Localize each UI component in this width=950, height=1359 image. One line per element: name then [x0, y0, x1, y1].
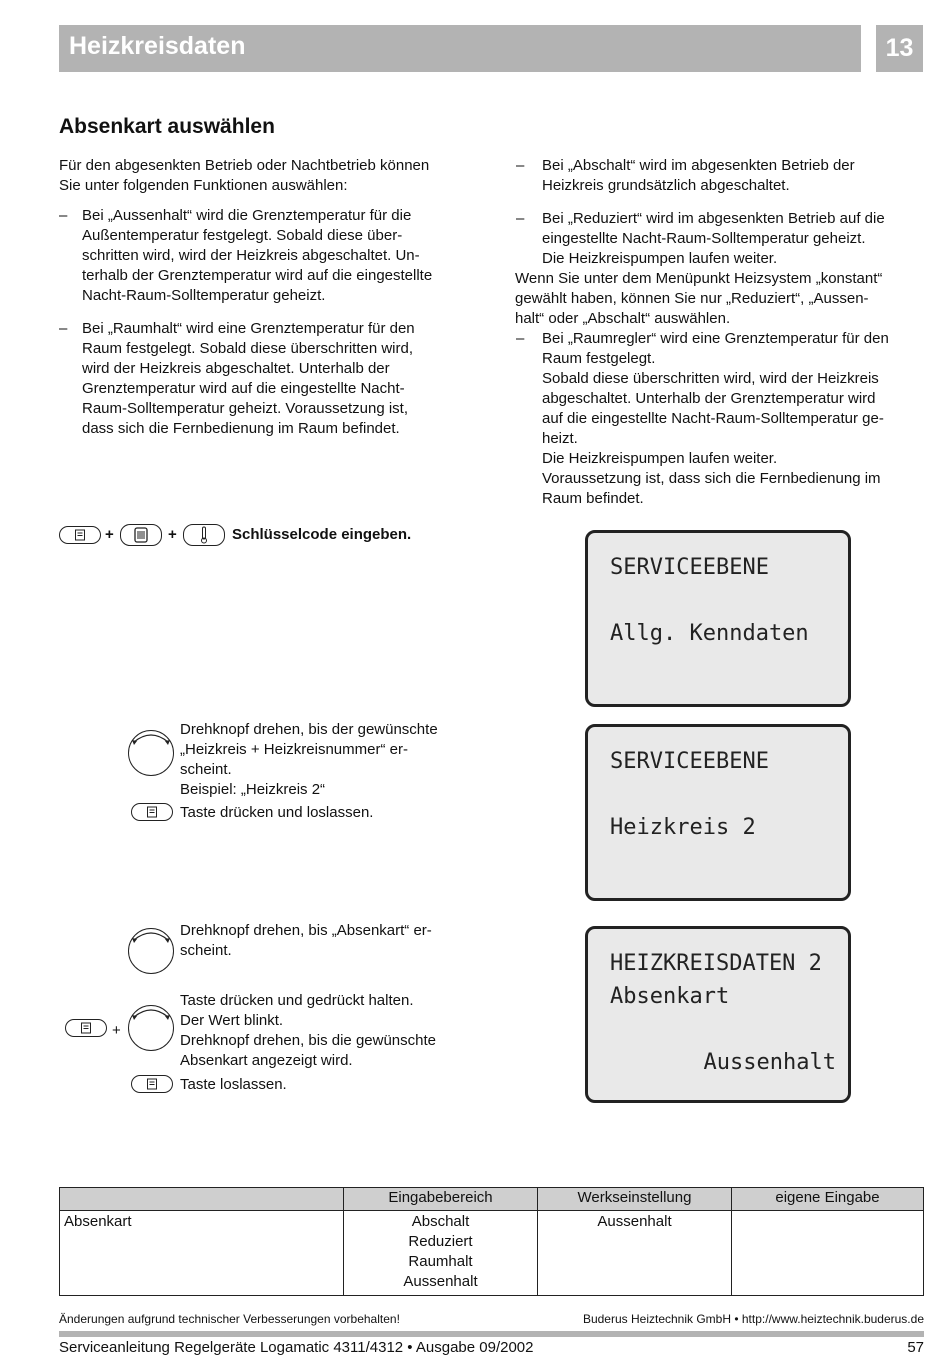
table-header: Eingabebereich: [344, 1188, 538, 1211]
display-key-icon: [120, 524, 162, 546]
list-bullet: –: [59, 207, 68, 224]
table-cell-default: Aussenhalt: [538, 1211, 732, 1296]
lcd-display-2: [585, 724, 851, 901]
list-item-aussenhalt: Bei „Aussenhalt“ wird die Grenztemperatur für die Außentemperatur festgelegt. Sobald diese über- schritten wird, wird der Heizkreis abgeschaltet. Un- terhalb der Grenztemperatur wird auf die eingestellte Nacht-Raum-Solltemperatur geheizt.: [82, 207, 433, 304]
section-title: Absenkart auswählen: [59, 115, 275, 138]
table-header: [60, 1188, 344, 1211]
step2-text: Drehknopf drehen, bis „Absenkart“ er- scheint.: [180, 922, 432, 959]
table-cell-range: Abschalt Reduziert Raumhalt Aussenhalt: [344, 1211, 538, 1296]
list-item-reduziert: Bei „Reduziert“ wird im abgesenkten Betrieb auf die eingestellte Nacht-Raum-Solltemperatur geheizt. Die Heizkreispumpen laufen weiter.: [542, 210, 885, 267]
lcd-display-3: [585, 926, 851, 1103]
menu-key-icon: [65, 1019, 107, 1037]
lcd-line: Aussenhalt: [703, 1050, 836, 1075]
settings-table: [59, 1187, 924, 1296]
lcd-line: Allg. Kenndaten: [610, 621, 809, 646]
menu-key-icon: [131, 803, 173, 821]
lcd-line: SERVICEEBENE: [610, 555, 769, 580]
thermometer-key-icon: [183, 524, 225, 546]
table-cell-name: Absenkart: [60, 1211, 344, 1296]
rotary-knob-icon: [128, 730, 174, 776]
step1b-text: Taste drücken und loslassen.: [180, 804, 374, 821]
table-header: Werkseinstellung: [538, 1188, 732, 1211]
rotary-knob-icon: [128, 1005, 174, 1051]
list-bullet: –: [516, 330, 525, 347]
list-bullet: –: [516, 210, 525, 227]
lcd-line: HEIZKREISDATEN 2: [610, 951, 822, 976]
key-instruction: Schlüsselcode eingeben.: [232, 526, 412, 543]
table-header: eigene Eingabe: [732, 1188, 924, 1211]
table-row: [60, 1211, 924, 1296]
table-header-row: [60, 1188, 924, 1211]
list-item-raumhalt: Bei „Raumhalt“ wird eine Grenztemperatur für den Raum festgelegt. Sobald diese überschritten wird, wird der Heizkreis abgeschaltet. Unterhalb der Grenztemperatur wird auf die eingestellte Nacht- Raum-Solltemperatur geheizt. Voraussetzung ist, dass sich die Fernbedienung im Raum befindet.: [82, 320, 415, 437]
list-bullet: –: [516, 157, 525, 174]
list-item-abschalt: Bei „Abschalt“ wird im abgesenkten Betrieb der Heizkreis grundsätzlich abgeschaltet.: [542, 157, 855, 194]
plus-sign: +: [105, 526, 114, 543]
menu-key-icon: [131, 1075, 173, 1093]
step1-text: Drehknopf drehen, bis der gewünschte „Heizkreis + Heizkreisnummer“ er- scheint. Beispiel: „Heizkreis 2“: [180, 721, 438, 798]
lcd-line: SERVICEEBENE: [610, 749, 769, 774]
konstant-paragraph: Wenn Sie unter dem Menüpunkt Heizsystem „konstant“ gewählt haben, können Sie nur „Reduziert“, „Aussen- halt“ oder „Abschalt“ auswählen.: [515, 270, 883, 327]
chapter-number: 13: [876, 25, 923, 72]
menu-key-icon: [59, 526, 101, 544]
plus-sign: +: [168, 526, 177, 543]
table-cell-own: [732, 1211, 924, 1296]
footer-company: Buderus Heiztechnik GmbH • http://www.heiztechnik.buderus.de: [582, 1312, 924, 1326]
lcd-display-1: [585, 530, 851, 707]
footer-manual-title: Serviceanleitung Regelgeräte Logamatic 4311/4312 • Ausgabe 09/2002: [59, 1339, 534, 1356]
lcd-line: Heizkreis 2: [610, 815, 756, 840]
intro-paragraph: Für den abgesenkten Betrieb oder Nachtbetrieb können Sie unter folgenden Funktionen auswählen:: [59, 157, 430, 194]
page-header-title: Heizkreisdaten: [69, 32, 246, 60]
list-item-raumregler: Bei „Raumregler“ wird eine Grenztemperatur für den Raum festgelegt. Sobald diese überschritten wird, wird der Heizkreis abgeschaltet. Unterhalb der Grenztemperatur wird auf die eingestellte Nacht-Raum-Solltemperatur ge- heizt. Die Heizkreispumpen laufen weiter. Voraussetzung ist, dass sich die Fernbedienung im Raum befindet.: [542, 330, 889, 507]
footer-note: Änderungen aufgrund technischer Verbesserungen vorbehalten!: [59, 1312, 400, 1326]
plus-sign: +: [112, 1022, 121, 1039]
rotary-knob-icon: [128, 928, 174, 974]
step3-text: Taste drücken und gedrückt halten. Der Wert blinkt. Drehknopf drehen, bis die gewünschte Absenkart angezeigt wird.: [180, 992, 436, 1069]
lcd-line: Absenkart: [610, 984, 730, 1009]
page-number: 57: [907, 1339, 924, 1356]
list-bullet: –: [59, 320, 68, 337]
footer-divider: [59, 1331, 924, 1337]
step3b-text: Taste loslassen.: [180, 1076, 287, 1093]
